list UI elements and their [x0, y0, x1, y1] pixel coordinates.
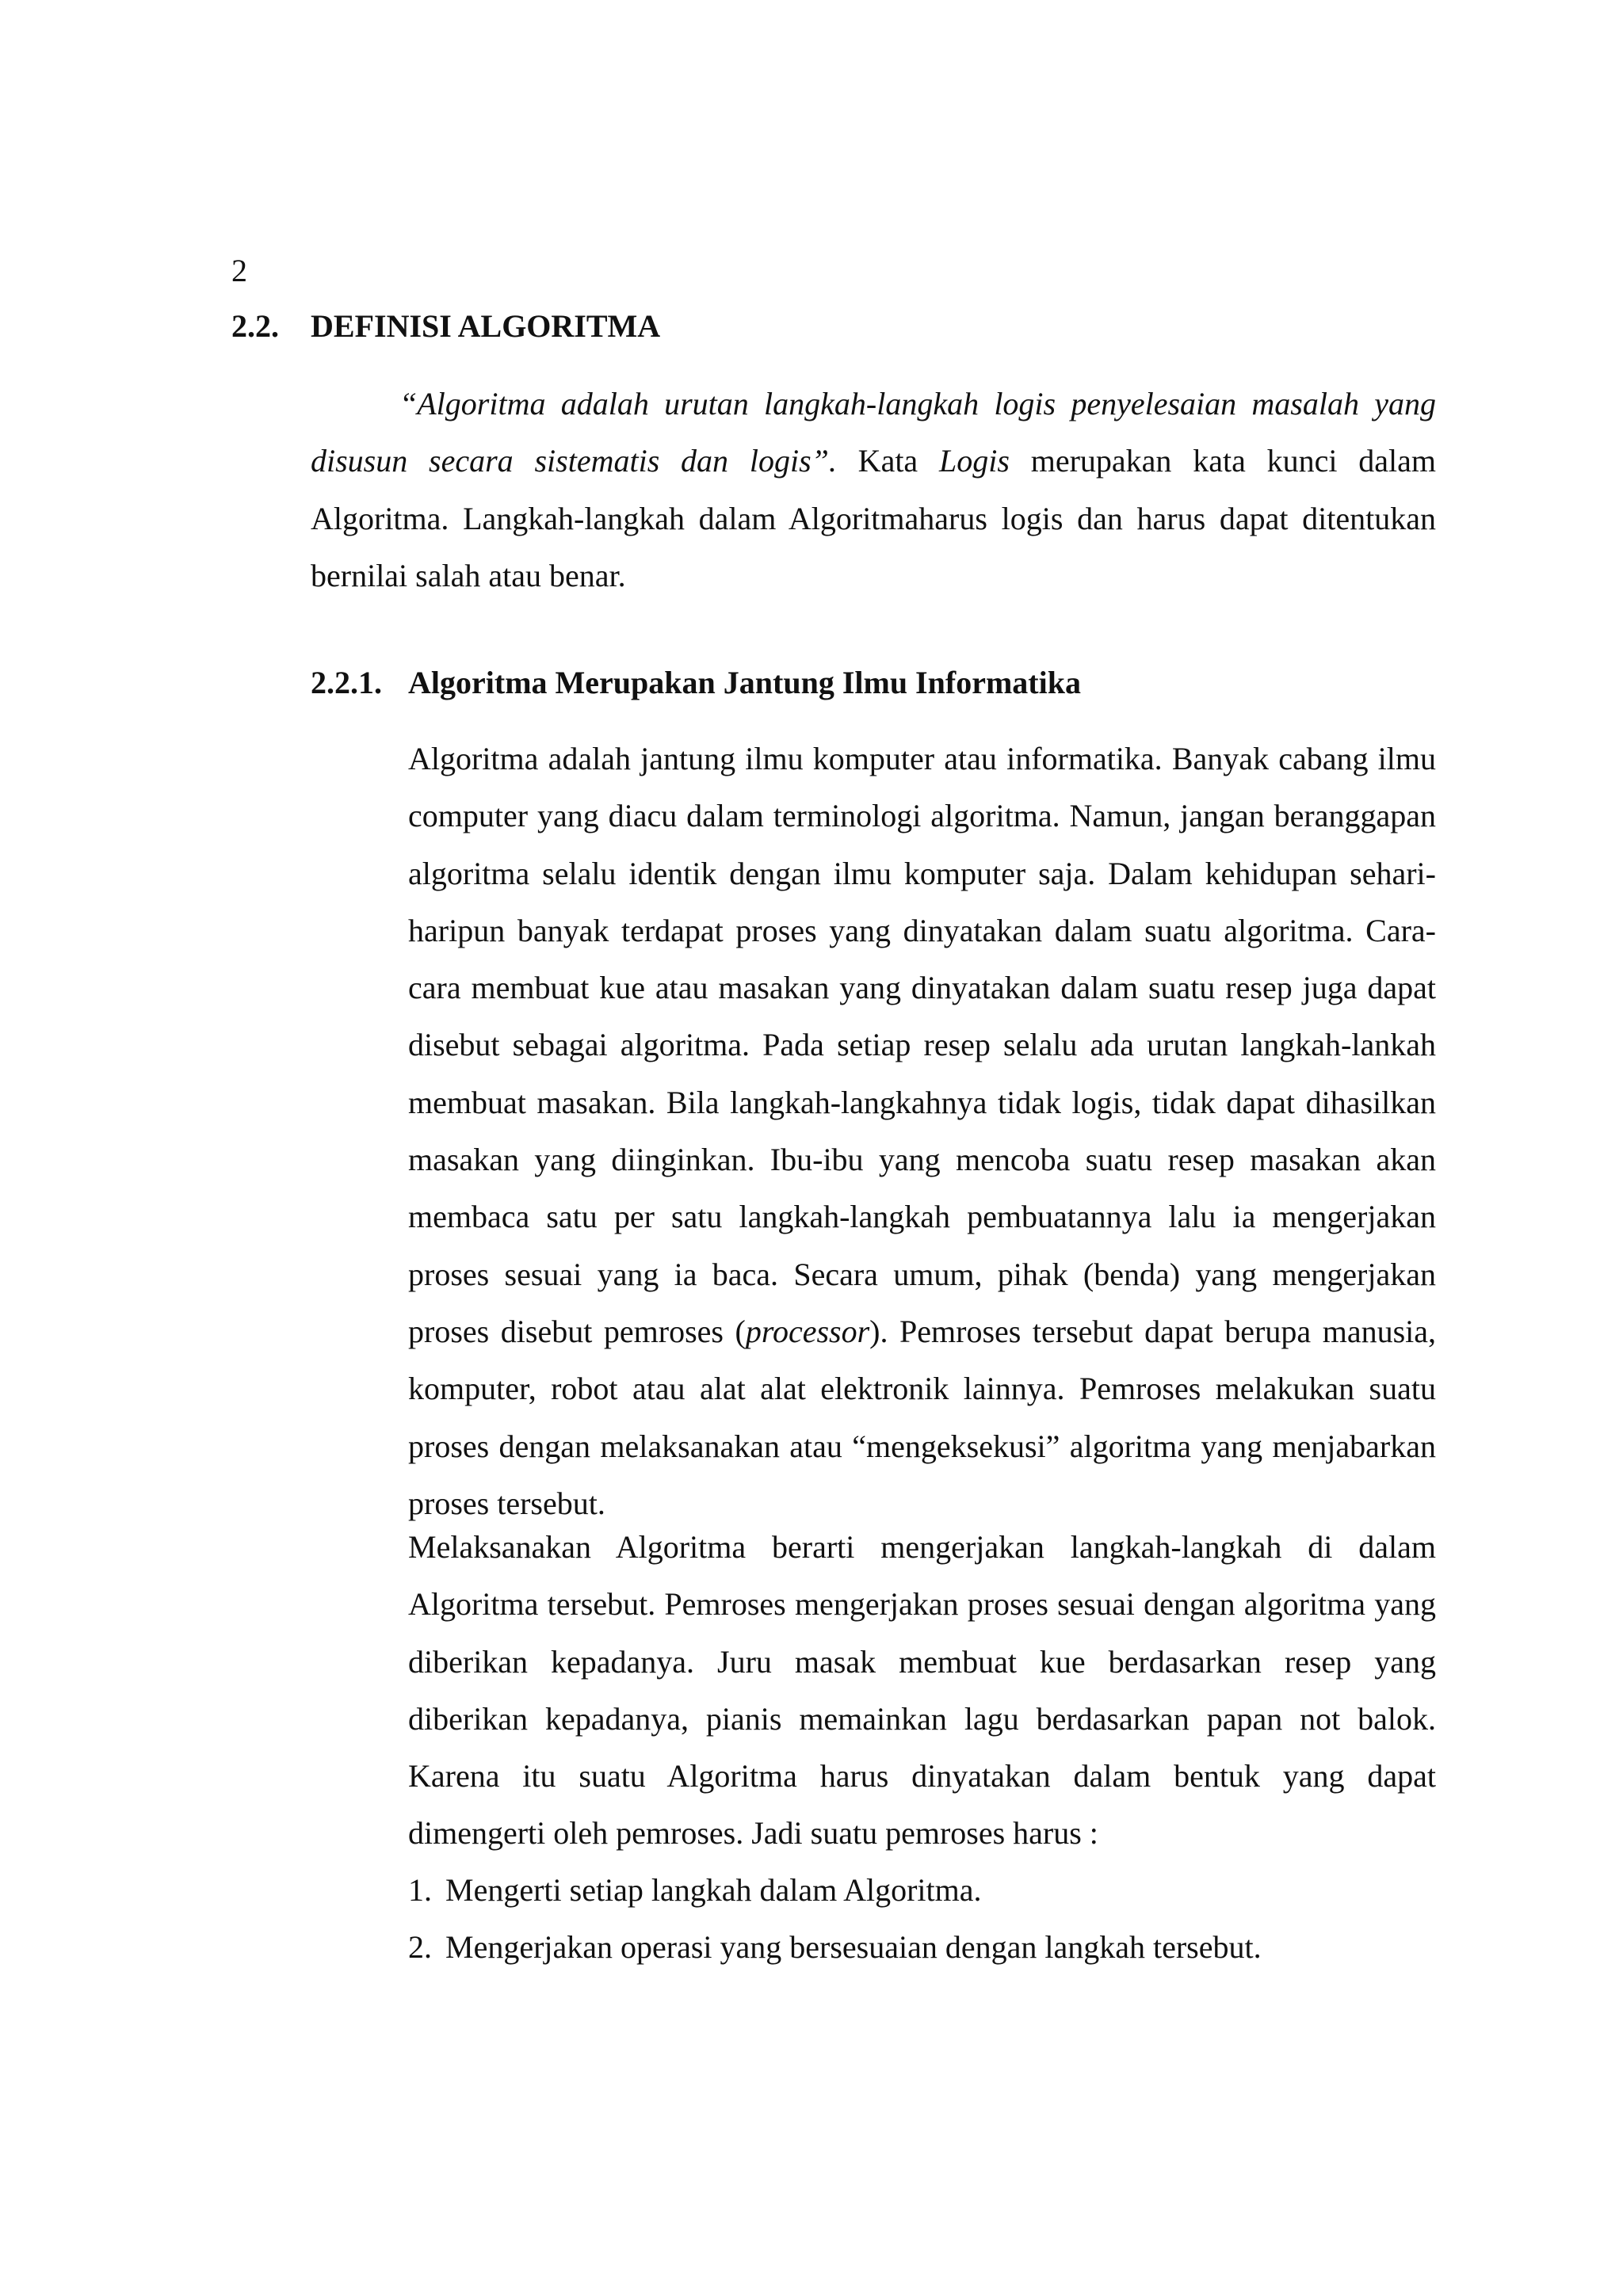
- requirements-list: [408, 1862, 1436, 1977]
- body-paragraph-2: Melaksanakan Algoritma berarti mengerjakan langkah-langkah di dalam Algoritma tersebut. Pemroses mengerjakan proses sesuai dengan algoritma yang diberikan kepadanya. Juru masak membuat kue berdasarkan resep yang diberikan kepadanya, pianis memainkan lagu berdasarkan papan not balok. Karena itu suatu Algoritma harus dinyatakan dalam bentuk yang dapat dimengerti oleh pemroses. Jadi suatu pemroses harus :: [408, 1529, 1436, 1852]
- list-item-text: Mengerjakan operasi yang bersesuaian dengan langkah tersebut.: [445, 1929, 1262, 1966]
- definition-paragraph: [311, 376, 1436, 605]
- subsection-number: 2.2.1.: [311, 665, 382, 700]
- paragraph1-text-a: Algoritma adalah jantung ilmu komputer atau informatika. Banyak cabang ilmu computer yang diacu dalam terminologi algoritma. Namun, jangan beranggapan algoritma selalu identik dengan ilmu komputer saja. Dalam kehidupan sehari-haripun banyak terdapat proses yang dinyatakan dalam suatu algoritma. Cara-cara membuat kue atau masakan yang dinyatakan dalam suatu resep juga dapat disebut sebagai algoritma. Pada setiap resep selalu ada urutan langkah-lankah membuat masakan. Bila langkah-langkahnya tidak logis, tidak dapat dihasilkan masakan yang diinginkan. Ibu-ibu yang mencoba suatu resep masakan akan membaca satu per satu langkah-langkah pembuatannya lalu ia mengerjakan proses sesuai yang ia baca. Secara umum, pihak (benda) yang mengerjakan proses disebut pemroses (: [408, 741, 1436, 1349]
- subsection-title: Algoritma Merupakan Jantung Ilmu Informatika: [408, 665, 1081, 700]
- definition-quote: “Algoritma adalah urutan langkah-langkah logis penyelesaian masalah yang disusun secara sistematis dan logis”.: [311, 386, 1436, 479]
- section-heading: [231, 307, 660, 345]
- paragraph1-text-b: ). Pemroses tersebut dapat berupa manusia, komputer, robot atau alat alat elektronik lainnya. Pemroses melakukan suatu proses dengan melaksanakan atau “mengeksekusi” algoritma yang menjabarkan proses tersebut.: [408, 1313, 1436, 1521]
- definition-keyword: Logis: [938, 443, 1010, 479]
- subsection-heading: [311, 664, 1081, 702]
- section-number: 2.2.: [231, 308, 279, 344]
- list-item: [408, 1862, 1436, 1919]
- page-number: 2: [231, 253, 247, 288]
- paragraph1-italic-term: processor: [745, 1313, 870, 1349]
- list-item-marker: 2.: [408, 1929, 432, 1966]
- definition-text-a: Kata: [836, 443, 939, 479]
- list-item-text: Mengerti setiap langkah dalam Algoritma.: [445, 1872, 982, 1908]
- body-paragraph-1: [408, 730, 1436, 1532]
- list-item: [408, 1919, 1436, 1976]
- definition-text-b: merupakan kata kunci dalam Algoritma. Langkah-langkah dalam Algoritmaharus logis dan harus dapat ditentukan bernilai salah atau benar.: [311, 443, 1437, 593]
- section-title: DEFINISI ALGORITMA: [311, 308, 661, 344]
- list-item-marker: 1.: [408, 1872, 432, 1908]
